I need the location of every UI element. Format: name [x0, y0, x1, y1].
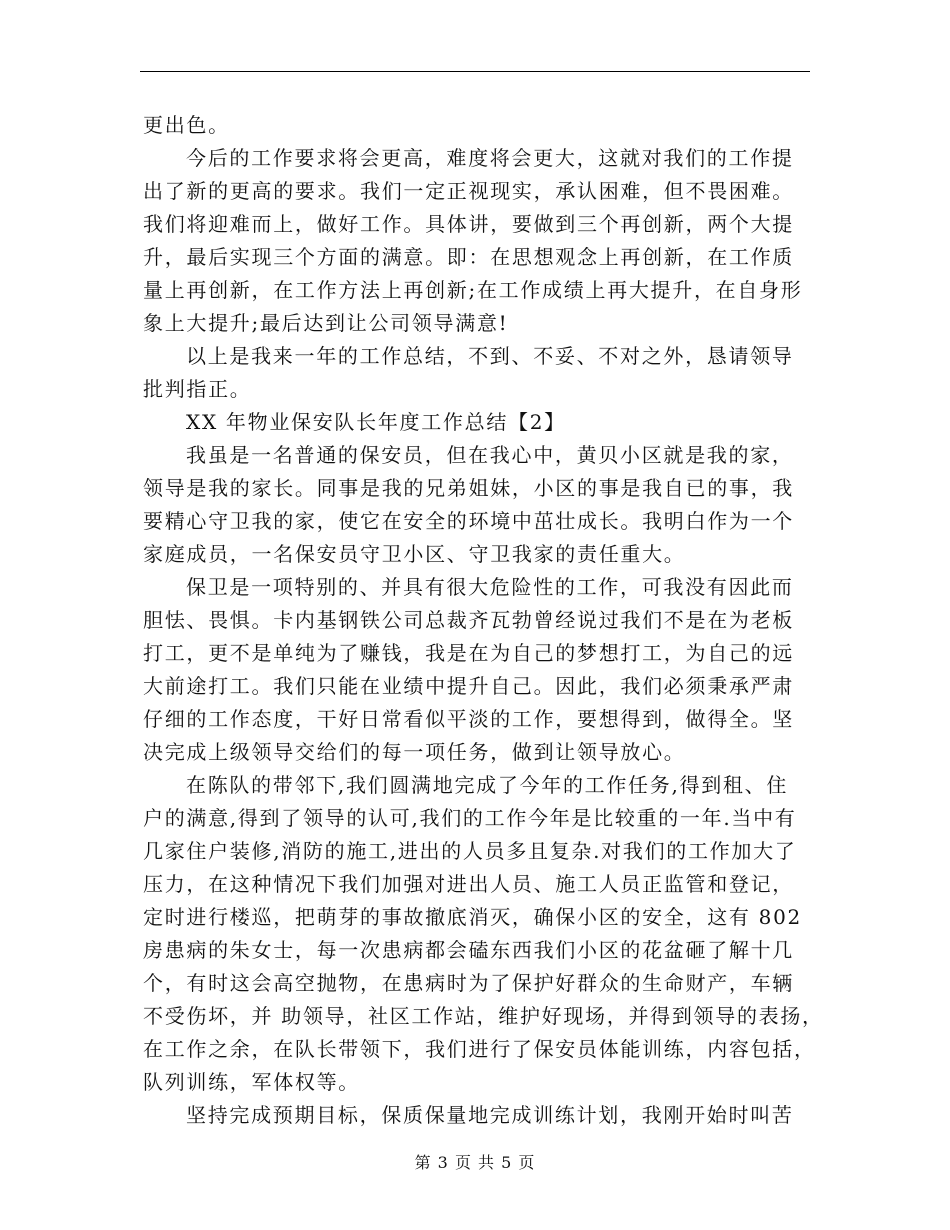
text-line: 领导是我的家长。同事是我的兄弟姐妹，小区的事是我自已的事，我	[143, 476, 794, 500]
text-line: 几家住户装修,消防的施工,进出的人员多且复杂.对我们的工作加大了	[143, 839, 797, 863]
text-line: 打工，更不是单纯为了赚钱，我是在为自己的梦想打工，为自己的远	[143, 641, 794, 665]
text-line: 不受伤坏，并 助领导，社区工作站，维护好现场，并得到领导的表扬，	[143, 1004, 824, 1028]
paragraph-first-line: 我虽是一名普通的保安员，但在我心中，黄贝小区就是我的家，	[186, 443, 794, 467]
text-line: 决完成上级领导交给们的每一项任务，做到让领导放心。	[143, 740, 686, 764]
section-heading: XX 年物业保安队长年度工作总结【2】	[186, 410, 566, 434]
text-line: 队列训练，军体权等。	[143, 1070, 360, 1094]
text-line: 胆怯、畏惧。卡内基钢铁公司总裁齐瓦勃曾经说过我们不是在为老板	[143, 608, 794, 632]
paragraph-first-line: 以上是我来一年的工作总结，不到、不妥、不对之外，恳请领导	[186, 344, 794, 368]
paragraph-first-line: 保卫是一项特别的、并具有很大危险性的工作，可我没有因此而	[186, 575, 794, 599]
text-line: 更出色。	[143, 113, 230, 137]
header-rule	[140, 71, 810, 72]
paragraph-first-line: 在陈队的带邻下,我们圆满地完成了今年的工作任务,得到租、住	[186, 773, 789, 797]
text-line: 出了新的更高的要求。我们一定正视现实，承认困难，但不畏困难。	[143, 179, 794, 203]
text-line: 户的满意,得到了领导的认可,我们的工作今年是比较重的一年.当中有	[143, 806, 797, 830]
text-line: 家庭成员，一名保安员守卫小区、守卫我家的责任重大。	[143, 542, 686, 566]
text-line: 定时进行楼巡，把萌芽的事故撤底消灭，确保小区的安全，这有 802	[143, 905, 802, 929]
text-line: 象上大提升;最后达到让公司领导满意!	[143, 311, 509, 335]
text-line: 压力，在这种情况下我们加强对进出人员、施工人员正监管和登记，	[143, 872, 794, 896]
text-line: 仔细的工作态度，干好日常看似平淡的工作，要想得到，做得全。坚	[143, 707, 794, 731]
text-line: 量上再创新，在工作方法上再创新;在工作成绩上再大提升，在自身形	[143, 278, 803, 302]
text-line: 我们将迎难而上，做好工作。具体讲，要做到三个再创新，两个大提	[143, 212, 794, 236]
text-line: 个，有时这会高空抛物，在患病时为了保护好群众的生命财产，车辆	[143, 971, 794, 995]
text-line: 要精心守卫我的家，使它在安全的环境中茁壮成长。我明白作为一个	[143, 509, 794, 533]
text-line: 批判指正。	[143, 377, 252, 401]
text-line: 升，最后实现三个方面的满意。即：在思想观念上再创新，在工作质	[143, 245, 794, 269]
text-line: 在工作之余，在队长带领下，我们进行了保安员体能训练，内容包括，	[143, 1037, 816, 1061]
text-line: 房患病的朱女士，每一次患病都会磕东西我们小区的花盆砸了解十几	[143, 938, 794, 962]
paragraph-first-line: 坚持完成预期目标，保质保量地完成训练计划，我刚开始时叫苦	[186, 1103, 794, 1127]
page-number-footer: 第 3 页 共 5 页	[414, 1153, 536, 1172]
text-line: 大前途打工。我们只能在业绩中提升自己。因此，我们必须秉承严肃	[143, 674, 794, 698]
paragraph-first-line: 今后的工作要求将会更高，难度将会更大，这就对我们的工作提	[186, 146, 794, 170]
